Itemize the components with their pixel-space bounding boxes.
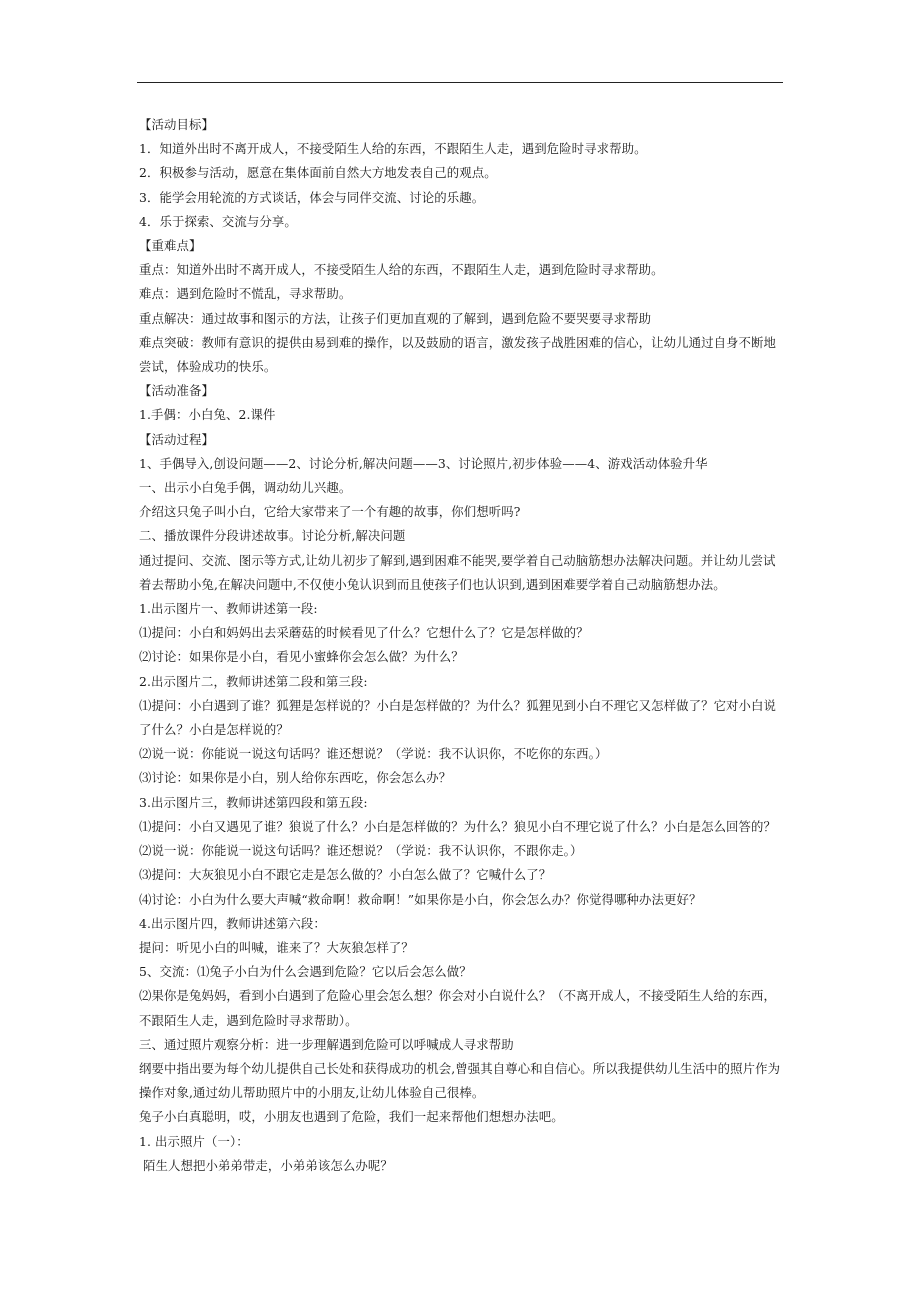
paragraph: 介绍这只兔子叫小白，它给大家带来了一个有趣的故事，你们想听吗? (139, 504, 521, 520)
paragraph: 兔子小白真聪明，哎，小朋友也遇到了危险，我们一起来帮他们想想办法吧。 (139, 1109, 564, 1125)
step-one-heading: 一、出示小白兔手偶，调动幼儿兴趣。 (139, 480, 352, 496)
section-heading-key-points: 【重难点】 (139, 238, 202, 254)
document-body (139, 113, 787, 1178)
picture-two-heading: 2.出示图片二，教师讲述第二段和第三段: (139, 673, 368, 689)
difficulty-breakthrough: 难点突破：教师有意识的提供由易到难的操作，以及鼓励的语言，激发孩子战胜困难的信心，让幼儿通过自身不断地尝试，体验成功的快乐。 (139, 334, 777, 375)
goal-item: 2．积极参与活动，愿意在集体面前自然大方地发表自己的观点。 (139, 165, 497, 181)
question-item: ⑷讨论：小白为什么要大声喊“救命啊！救命啊！”如果你是小白，你会怎么办？你觉得哪种办法更好？ (139, 891, 702, 907)
step-two-heading: 二、播放课件分段讲述故事。讨论分析,解决问题 (139, 528, 406, 544)
preparation-items: 1.手偶：小白兔、2.课件 (139, 407, 276, 423)
goal-item: 4．乐于探索、交流与分享。 (139, 213, 297, 229)
picture-one-heading: 1.出示图片一、教师讲述第一段: (139, 601, 318, 617)
question-item: ⑶提问：大灰狼见小白不跟它走是怎么做的？小白怎么做了？它喊什么了？ (139, 867, 552, 883)
question-item: ⑴提问：小白和妈妈出去采蘑菇的时候看见了什么？它想什么了？它是怎样做的？ (139, 625, 589, 641)
difficulty-point: 难点：遇到危险时不慌乱，寻求帮助。 (139, 286, 352, 302)
picture-four-heading: 4.出示图片四，教师讲述第六段： (139, 915, 326, 931)
section-heading-goals: 【活动目标】 (139, 117, 214, 132)
key-point: 重点：知道外出时不离开成人，不接受陌生人给的东西，不跟陌生人走，遇到危险时寻求帮助。 (139, 262, 664, 278)
exchange-item: ⑵果你是兔妈妈，看到小白遇到了危险心里会怎么想？你会对小白说什么？（不离开成人，不接受陌生人给的东西，不跟陌生人走，遇到危险时寻求帮助）。 (139, 988, 777, 1028)
header-rule (137, 82, 783, 83)
process-overview: 1、手偶导入,创设问题——2、讨论分析,解决问题——3、讨论照片,初步体验——4、游戏活动体验升华 (139, 455, 708, 471)
question-item: ⑴提问：小白遇到了谁？狐狸是怎样说的？小白是怎样做的？为什么？狐狸见到小白不理它又怎样做了？它对小白说了什么？小白是怎样说的？ (139, 697, 777, 738)
question-item: ⑵说一说：你能说一说这句话吗？谁还想说？（学说：我不认识你，不吃你的东西。） (139, 746, 608, 762)
step-three-heading: 三、通过照片观察分析：进一步理解遇到危险可以呼喊成人寻求帮助 (139, 1036, 514, 1052)
question-item: ⑶讨论：如果你是小白，别人给你东西吃，你会怎么办？ (139, 770, 452, 786)
paragraph: 纲要中指出要为每个幼儿提供自己长处和获得成功的机会,曾强其自尊心和自信心。所以我提供幼儿生活中的照片作为操作对象,通过幼儿帮助照片中的小朋友,让幼儿体验自己很棒。 (139, 1060, 781, 1101)
question-item: ⑵说一说：你能说一说这句话吗？谁还想说？（学说：我不认识你，不跟你走。） (139, 843, 583, 859)
question-item: ⑴提问：小白又遇见了谁？狼说了什么？小白是怎样做的？为什么？狼见小白不理它说了什么？小白是怎么回答的？ (139, 818, 777, 834)
section-heading-preparation: 【活动准备】 (139, 383, 214, 399)
question-item: 提问：听见小白的叫喊，谁来了？大灰狼怎样了？ (139, 939, 414, 955)
picture-three-heading: 3.出示图片三，教师讲述第四段和第五段: (139, 794, 368, 810)
question-item: ⑵讨论：如果你是小白，看见小蜜蜂你会怎么做？为什么？ (139, 649, 464, 665)
goal-item: 1．知道外出时不离开成人，不接受陌生人给的东西，不跟陌生人走，遇到危险时寻求帮助。 (139, 141, 647, 157)
section-heading-process: 【活动过程】 (139, 431, 214, 447)
photo-one-question: 陌生人想把小弟弟带走，小弟弟该怎么办呢？ (143, 1157, 393, 1173)
goal-item: 3．能学会用轮流的方式谈话，体会与同伴交流、讨论的乐趣。 (139, 189, 485, 205)
paragraph: 通过提问、交流、图示等方式,让幼儿初步了解到,遇到困难不能哭,要学着自己动脑筋想办法解决问题。并让幼儿尝试着去帮助小兔,在解决问题中,不仅使小兔认识到而且使孩子们也认识到,遇到困难要学着自己动脑筋想办法。 (139, 552, 776, 592)
photo-one-heading: 1. 出示照片（一）： (139, 1133, 249, 1149)
exchange-item: 5、交流：⑴兔子小白为什么会遇到危险？它以后会怎么做？ (139, 964, 472, 980)
key-point-solution: 重点解决：通过故事和图示的方法，让孩子们更加直观的了解到，遇到危险不要哭要寻求帮助 (139, 310, 652, 326)
